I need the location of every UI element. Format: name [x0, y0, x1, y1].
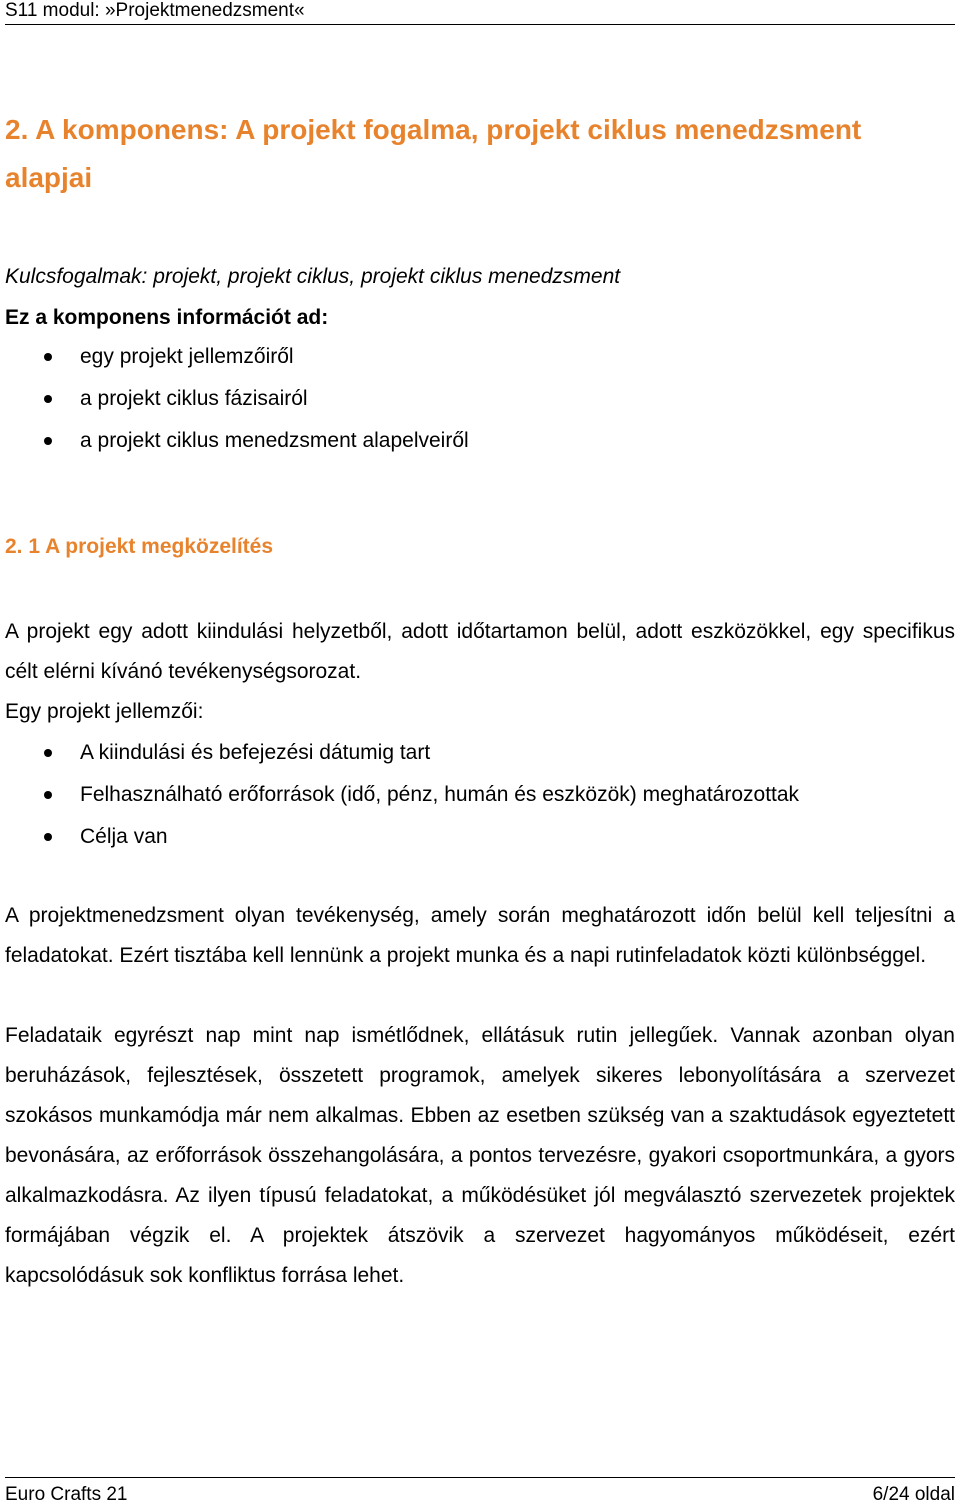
intro-bullet-list	[0, 342, 469, 468]
list-item: a projekt ciklus menedzsment alapelveiről	[0, 426, 469, 468]
page-header	[5, 0, 955, 25]
features-label: Egy projekt jellemzői:	[5, 700, 204, 723]
page-number: 6/24 oldal	[872, 1484, 955, 1505]
definition-paragraph: A projekt egy adott kiindulási helyzetből, adott időtartamon belül, adott eszközökkel, egy specifikus célt elérni kívánó tevékenységsorozat.	[5, 620, 955, 683]
list-item: Célja van	[0, 822, 799, 864]
list-item: egy projekt jellemzőiről	[0, 342, 469, 384]
intro-line: Ez a komponens információt ad:	[5, 306, 329, 329]
footer-publisher: Euro Crafts 21	[5, 1484, 128, 1505]
feature-bullet-list	[0, 738, 799, 864]
section-heading: 2. 1 A projekt megközelítés	[5, 535, 274, 558]
page-footer	[5, 1477, 955, 1505]
body-paragraph-1: A projektmenedzsment olyan tevékenység, amely során meghatározott időn belül kell teljesítni a feladatokat. Ezért tisztába kell lennünk a projekt munka és a napi rutinfeladatok közti különbséggel.	[5, 904, 955, 967]
body-paragraph-2: Feladataik egyrészt nap mint nap ismétlődnek, ellátásuk rutin jellegűek. Vannak azonban olyan beruházások, fejlesztések, összetett programok, amelyek sikeres lebonyolítására a szervezet szokásos munkamódja már nem alkalmas. Ebben az esetben szükség van a szaktudások egyeztetett bevonására, az erőforrások összehangolására, a pontos tervezésre, gyakori csoportmunkára, a gyors alkalmazkodásra. Az ilyen típusú feladatokat, a működésüket jól megválasztó szervezetek projektek formájában végzik el. A projektek átszövik a szervezet hagyományos működéseit, ezért kapcsolódásuk sok konfliktus forrása lehet.	[5, 1024, 955, 1287]
keywords-line: Kulcsfogalmak: projekt, projekt ciklus, projekt ciklus menedzsment	[5, 265, 621, 288]
list-item: A kiindulási és befejezési dátumig tart	[0, 738, 799, 780]
list-item: Felhasználható erőforrások (idő, pénz, humán és eszközök) meghatározottak	[0, 780, 799, 822]
component-heading: 2. A komponens: A projekt fogalma, projekt ciklus menedzsment alapjai	[5, 114, 862, 193]
list-item: a projekt ciklus fázisairól	[0, 384, 469, 426]
header-title: S11 modul: »Projektmenedzsment«	[5, 0, 305, 21]
